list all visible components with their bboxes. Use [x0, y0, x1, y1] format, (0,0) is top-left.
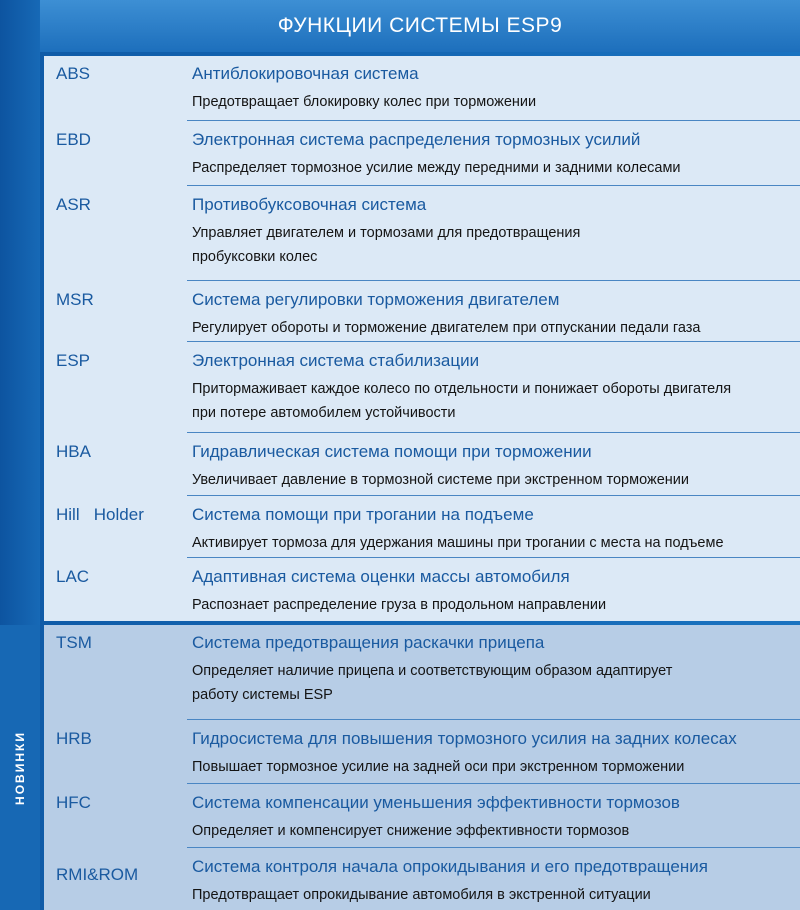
function-desc: Активирует тормоза для удержания машины при трогании с места на подъеме: [192, 535, 724, 551]
function-row-hill-holder: [44, 497, 800, 557]
divider: [187, 341, 800, 342]
function-row-tsm: [44, 625, 800, 717]
function-abbr: LAC: [56, 567, 90, 586]
function-row-hrb: [44, 721, 800, 783]
function-abbr: Hill Holder: [56, 505, 144, 524]
function-abbr: ESP: [56, 351, 91, 370]
function-title: Система помощи при трогании на подъеме: [192, 505, 534, 524]
function-abbr: TSM: [56, 633, 92, 652]
function-abbr: RMI&ROM: [56, 865, 139, 884]
function-title: Гидросистема для повышения тормозного усилия на задних колесах: [192, 729, 737, 748]
function-row-abs: [44, 56, 800, 120]
function-desc: Распознает распределение груза в продольном направлении: [192, 597, 607, 613]
function-title: Система предотвращения раскачки прицепа: [192, 633, 545, 652]
function-title: Антиблокировочная система: [192, 64, 419, 83]
divider: [187, 280, 800, 281]
function-desc: Управляет двигателем и тормозами для предотвращения пробуксовки колес: [192, 225, 581, 265]
function-desc: Распределяет тормозное усилие между передними и задними колесами: [192, 160, 681, 176]
function-title: Система компенсации уменьшения эффективности тормозов: [192, 793, 680, 812]
function-row-ebd: [44, 122, 800, 184]
divider: [187, 120, 800, 121]
new-label-text: НОВИНКИ: [13, 730, 27, 805]
divider: [187, 185, 800, 186]
divider: [187, 557, 800, 558]
new-functions-panel: [44, 625, 800, 910]
function-row-lac: [44, 559, 800, 619]
function-abbr: MSR: [56, 290, 94, 309]
function-desc: Повышает тормозное усилие на задней оси при экстренном торможении: [192, 759, 685, 775]
function-desc: Определяет и компенсирует снижение эффективности тормозов: [192, 823, 630, 839]
function-title: Система контроля начала опрокидывания и его предотвращения: [192, 857, 708, 876]
function-row-asr: [44, 187, 800, 279]
function-desc: Регулирует обороты и торможение двигателем при отпускании педали газа: [192, 320, 701, 336]
function-abbr: ABS: [56, 64, 91, 83]
function-row-rmi-rom: [44, 849, 800, 909]
function-title: Гидравлическая система помощи при торможении: [192, 442, 592, 461]
function-row-esp: [44, 343, 800, 431]
function-title: Адаптивная система оценки массы автомобиля: [192, 567, 570, 586]
function-title: Электронная система стабилизации: [192, 351, 480, 370]
divider: [187, 495, 800, 496]
divider: [187, 719, 800, 720]
divider: [187, 432, 800, 433]
function-title: Система регулировки торможения двигателем: [192, 290, 560, 309]
page-title: ФУНКЦИИ СИСТЕМЫ ESP9: [40, 0, 800, 52]
function-abbr: EBD: [56, 130, 91, 149]
function-row-msr: [44, 282, 800, 340]
new-section-label: [0, 625, 40, 910]
function-abbr: HBA: [56, 442, 91, 461]
function-abbr: HFC: [56, 793, 91, 812]
function-title: Электронная система распределения тормозных усилий: [192, 130, 641, 149]
function-desc: Предотвращает блокировку колес при торможении: [192, 94, 537, 110]
function-desc: Определяет наличие прицепа и соответствующим образом адаптирует работу системы ESP: [192, 663, 673, 703]
divider: [187, 783, 800, 784]
function-row-hfc: [44, 785, 800, 847]
function-desc: Притормаживает каждое колесо по отдельности и понижает обороты двигателя при потере автомобилем устойчивости: [192, 381, 732, 421]
functions-panel: [44, 56, 800, 621]
function-row-hba: [44, 434, 800, 494]
function-abbr: HRB: [56, 729, 92, 748]
function-desc: Увеличивает давление в тормозной системе при экстренном торможении: [192, 472, 689, 488]
function-title: Противобуксовочная система: [192, 195, 427, 214]
function-abbr: ASR: [56, 195, 91, 214]
divider: [187, 847, 800, 848]
function-desc: Предотвращает опрокидывание автомобиля в экстренной ситуации: [192, 887, 651, 903]
